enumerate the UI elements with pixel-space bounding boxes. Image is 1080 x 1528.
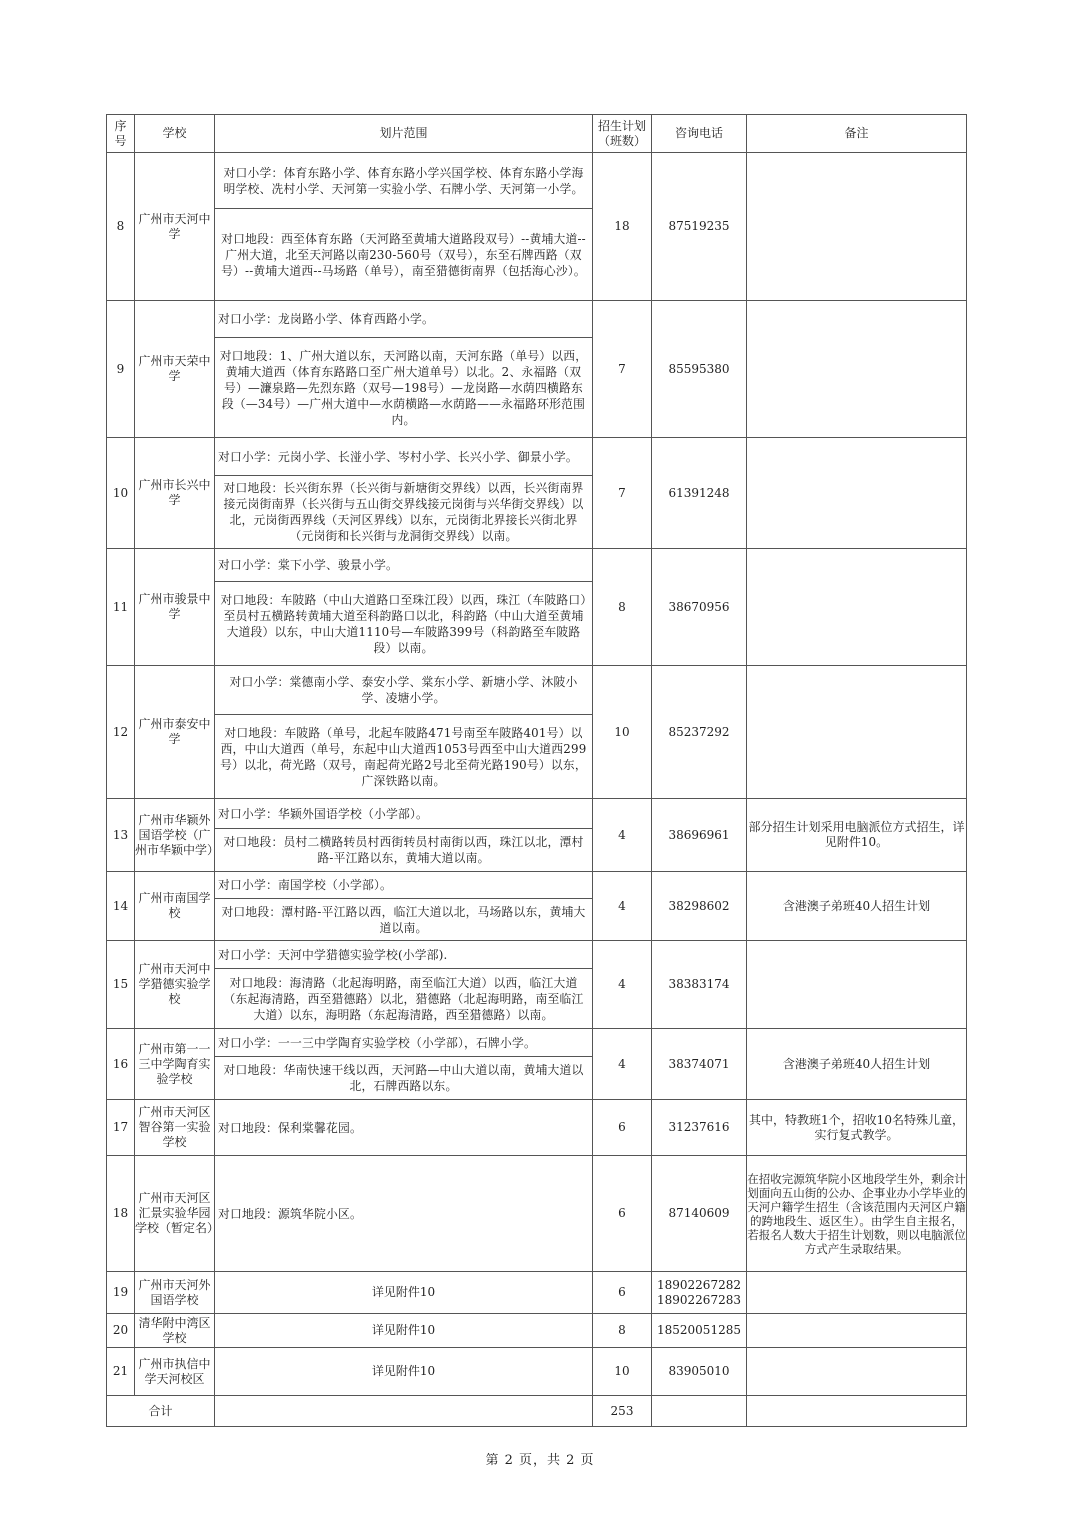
row-note: 含港澳子弟班40人招生计划 (747, 1029, 967, 1100)
row-seq: 8 (107, 153, 135, 301)
row-school: 广州市天河区智谷第一实验学校 (135, 1100, 215, 1156)
row-section: 对口地段：车陂路（单号，北起车陂路471号南至车陂路401号）以西，中山大道西（单号，东起中山大道西1053号西至中山大道西299号）以北，荷光路（双号，南起荷光路2号北至荷光路190号）以东，广深铁路以南。 (215, 714, 592, 798)
table-row (107, 549, 967, 666)
row-phone-2: 18902267283 (657, 1292, 741, 1307)
row-seq: 18 (107, 1156, 135, 1272)
row-phone: 87519235 (652, 153, 747, 301)
row-school: 广州市天荣中学 (135, 301, 215, 438)
row-note (747, 1272, 967, 1314)
row-plan: 6 (593, 1156, 652, 1272)
row-school: 广州市天河中学 (135, 153, 215, 301)
table-row (107, 1272, 967, 1314)
row-primary: 对口小学：南国学校（小学部）。 (218, 878, 393, 892)
row-note: 其中，特教班1个，招收10名特殊儿童，实行复式教学。 (747, 1100, 967, 1156)
row-primary: 对口地段：保利棠馨花园。 (218, 1120, 362, 1135)
row-phone: 38670956 (652, 549, 747, 666)
row-seq: 14 (107, 872, 135, 941)
header-range: 划片范围 (215, 115, 593, 153)
row-seq: 21 (107, 1348, 135, 1396)
row-plan: 10 (593, 1348, 652, 1396)
row-range (215, 666, 593, 799)
total-label: 合计 (107, 1396, 215, 1427)
row-seq: 19 (107, 1272, 135, 1314)
row-phone: 38374071 (652, 1029, 747, 1100)
row-plan: 7 (593, 301, 652, 438)
row-plan: 8 (593, 1314, 652, 1348)
row-range: 详见附件10 (215, 1314, 593, 1348)
row-school: 广州市天河区汇景实验华园学校（暂定名） (135, 1156, 215, 1272)
row-school: 广州市泰安中学 (135, 666, 215, 799)
row-note: 在招收完源筑华院小区地段学生外，剩余计划面向五山街的公办、企事业办小学毕业的天河户籍学生招生（含该范围内天河区户籍的跨地段生、返区生）。由学生自主报名，若报名人数大于招生计划数，则以电脑派位方式产生录取结果。 (747, 1156, 967, 1272)
row-note: 含港澳子弟班40人招生计划 (747, 872, 967, 941)
row-primary: 对口小学：龙岗路小学、体育西路小学。 (218, 312, 434, 326)
row-primary: 对口地段：源筑华院小区。 (218, 1206, 362, 1221)
row-school: 广州市天河中学猎德实验学校 (135, 941, 215, 1029)
table-row (107, 1100, 967, 1156)
table-row (107, 153, 967, 301)
row-phone: 38298602 (652, 872, 747, 941)
row-section: 对口地段：西至体育东路（天河路至黄埔大道路段双号）--黄埔大道--广州大道，北至天河路以南230-560号（双号），东至石牌西路（双号）--黄埔大道西--马场路（单号），南至猎德街南界（包括海心沙）。 (215, 208, 592, 300)
row-phone: 83905010 (652, 1348, 747, 1396)
row-range (215, 1029, 593, 1100)
total-range (215, 1396, 593, 1427)
table-row (107, 438, 967, 549)
row-primary: 对口小学：元岗小学、长湴小学、岑村小学、长兴小学、御景小学。 (218, 449, 578, 464)
row-phone: 18520051285 (652, 1314, 747, 1348)
row-seq: 20 (107, 1314, 135, 1348)
row-range (215, 438, 593, 549)
row-note (747, 941, 967, 1029)
row-plan: 6 (593, 1100, 652, 1156)
row-seq: 9 (107, 301, 135, 438)
row-phone: 85237292 (652, 666, 747, 799)
row-school: 广州市长兴中学 (135, 438, 215, 549)
header-phone: 咨询电话 (652, 115, 747, 153)
row-phone: 38383174 (652, 941, 747, 1029)
table-row (107, 941, 967, 1029)
total-row (107, 1396, 967, 1427)
row-school: 清华附中湾区学校 (135, 1314, 215, 1348)
row-range (215, 549, 593, 666)
row-school: 广州市南国学校 (135, 872, 215, 941)
row-primary: 对口小学：天河中学猎德实验学校(小学部). (218, 947, 448, 962)
row-note (747, 1314, 967, 1348)
row-school: 广州市天河外国语学校 (135, 1272, 215, 1314)
row-section: 对口地段：长兴街东界（长兴街与新塘街交界线）以西，长兴街南界接元岗街南界（长兴街与五山街交界线接元岗街与兴华街交界线）以北，元岗街西界线（天河区界线）以东，元岗街北界接长兴街北界（元岗街和长兴街与龙洞街交界线）以南。 (215, 475, 592, 548)
row-range (215, 872, 593, 941)
row-range (215, 941, 593, 1029)
row-seq: 11 (107, 549, 135, 666)
row-seq: 10 (107, 438, 135, 549)
table-row (107, 1156, 967, 1272)
row-plan: 6 (593, 1272, 652, 1314)
total-plan: 253 (593, 1396, 652, 1427)
row-school: 广州市第一一三中学陶育实验学校 (135, 1029, 215, 1100)
row-phone (652, 1272, 747, 1314)
row-note (747, 666, 967, 799)
row-plan: 8 (593, 549, 652, 666)
row-range (215, 301, 593, 438)
row-phone: 87140609 (652, 1156, 747, 1272)
row-phone: 61391248 (652, 438, 747, 549)
header-seq: 序号 (107, 115, 135, 153)
row-plan: 4 (593, 1029, 652, 1100)
row-seq: 17 (107, 1100, 135, 1156)
row-range: 详见附件10 (215, 1272, 593, 1314)
row-plan: 10 (593, 666, 652, 799)
row-note (747, 549, 967, 666)
row-seq: 12 (107, 666, 135, 799)
table-row (107, 1314, 967, 1348)
row-primary: 对口小学：棠德南小学、泰安小学、棠东小学、新塘小学、沐陂小学、凌塘小学。 (229, 675, 578, 705)
table-row (107, 1029, 967, 1100)
row-section: 对口地段：员村二横路转员村西街转员村南街以西，珠江以北，潭村路-平江路以东，黄埔大道以南。 (215, 828, 592, 871)
page-footer: 第 2 页，共 2 页 (485, 1453, 595, 1468)
total-note (747, 1396, 967, 1427)
row-range: 详见附件10 (215, 1348, 593, 1396)
header-school: 学校 (135, 115, 215, 153)
header-plan: 招生计划（班数） (593, 115, 652, 153)
table-row (107, 1348, 967, 1396)
row-section: 对口地段：车陂路（中山大道路口至珠江段）以西，珠江（车陂路口）至员村五横路转黄埔大道至科韵路口以北，科韵路（中山大道至黄埔大道段）以东，中山大道1110号—车陂路399号（科韵路至车陂路段）以南。 (215, 581, 592, 665)
row-section: 对口地段：海清路（北起海明路，南至临江大道）以西，临江大道（东起海清路，西至猎德路）以北，猎德路（北起海明路，南至临江大道）以东，海明路（东起海清路，西至猎德路）以南。 (215, 968, 592, 1028)
row-note (747, 1348, 967, 1396)
row-phone: 85595380 (652, 301, 747, 438)
row-seq: 16 (107, 1029, 135, 1100)
row-plan: 4 (593, 872, 652, 941)
row-primary: 对口小学：一一三中学陶育实验学校（小学部），石牌小学。 (218, 1035, 537, 1050)
row-plan: 4 (593, 799, 652, 872)
row-school: 广州市华颖外国语学校（广州市华颖中学） (135, 799, 215, 872)
row-note (747, 153, 967, 301)
row-phone: 31237616 (652, 1100, 747, 1156)
row-note (747, 301, 967, 438)
row-plan: 4 (593, 941, 652, 1029)
row-range (215, 1100, 593, 1156)
row-section: 对口地段：潭村路-平江路以西，临江大道以北，马场路以东，黄埔大道以南。 (215, 898, 592, 940)
row-range (215, 799, 593, 872)
row-section: 对口地段：1、广州大道以东，天河路以南，天河东路（单号）以西，黄埔大道西（体育东路路口至广州大道单号）以北。2、永福路（双号）—濂泉路—先烈东路（双号—198号）—龙岗路—水荫四横路东段（—34号）—广州大道中—水荫横路—水荫路——永福路环形范围内。 (215, 337, 592, 437)
header-row (107, 115, 967, 153)
row-primary: 对口小学：体育东路小学、体育东路小学兴国学校、体育东路小学海明学校、冼村小学、天河第一实验小学、石牌小学、天河第一小学。 (223, 165, 584, 196)
row-plan: 7 (593, 438, 652, 549)
row-school: 广州市骏景中学 (135, 549, 215, 666)
table-row (107, 799, 967, 872)
table-row (107, 666, 967, 799)
row-school: 广州市执信中学天河校区 (135, 1348, 215, 1396)
row-section: 对口地段：华南快速干线以西，天河路—中山大道以南，黄埔大道以北，石牌西路以东。 (215, 1056, 592, 1099)
row-note: 部分招生计划采用电脑派位方式招生，详见附件10。 (747, 799, 967, 872)
table-row (107, 872, 967, 941)
row-note (747, 438, 967, 549)
row-phone-1: 18902267282 (657, 1277, 741, 1292)
row-seq: 13 (107, 799, 135, 872)
row-primary: 对口小学：棠下小学、骏景小学。 (218, 558, 398, 572)
header-note: 备注 (747, 115, 967, 153)
row-phone: 38696961 (652, 799, 747, 872)
enrollment-table (106, 114, 967, 1427)
row-range (215, 1156, 593, 1272)
total-phone (652, 1396, 747, 1427)
row-seq: 15 (107, 941, 135, 1029)
row-plan: 18 (593, 153, 652, 301)
table-row (107, 301, 967, 438)
row-primary: 对口小学：华颖外国语学校（小学部）。 (218, 806, 429, 821)
row-range (215, 153, 593, 301)
